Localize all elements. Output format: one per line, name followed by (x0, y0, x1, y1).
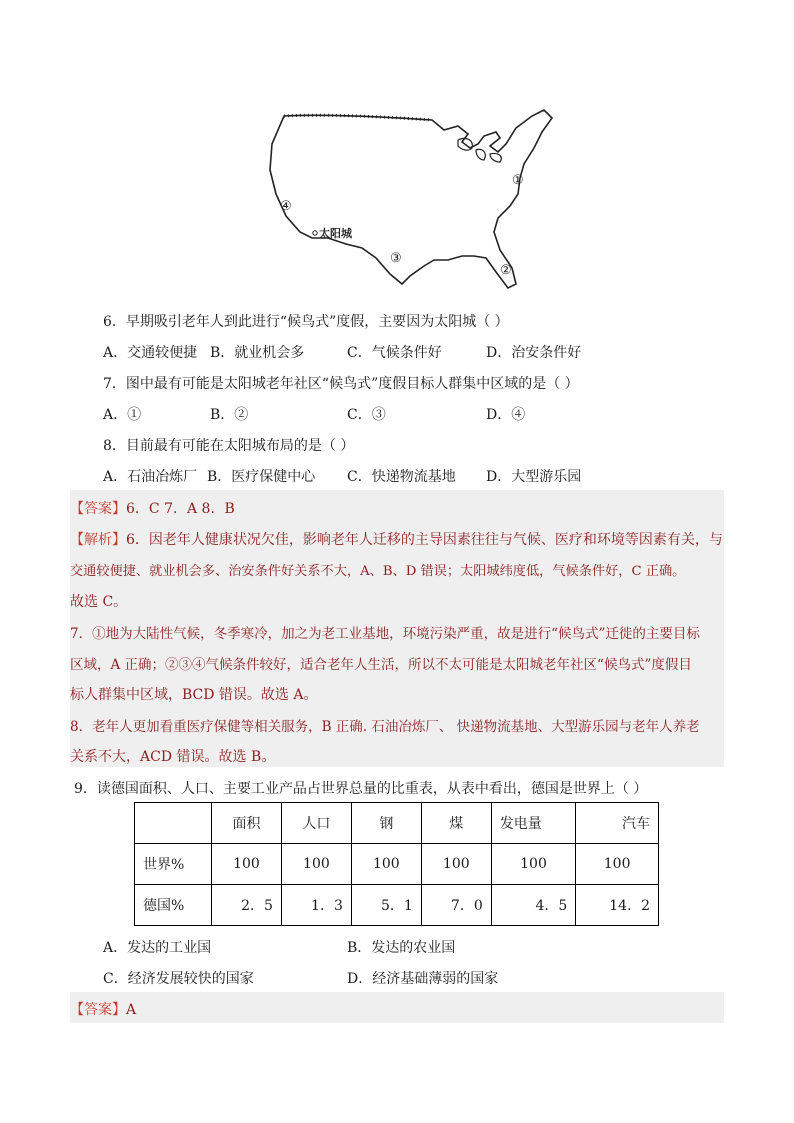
marker-2: ② (500, 263, 512, 278)
table-cell: 德国% (135, 885, 212, 926)
table-cell: 2．5 (212, 885, 282, 926)
usa-outline-map (262, 108, 562, 298)
table-header-row (135, 803, 659, 844)
table-cell: 100 (576, 844, 659, 885)
table-cell: 14．2 (576, 885, 659, 926)
answer-2 (70, 999, 724, 1019)
marker-3: ③ (390, 251, 402, 266)
table-cell: 100 (351, 844, 421, 885)
table-cell: 5．1 (351, 885, 421, 926)
q8-option-d: D．大型游乐园 (486, 469, 582, 485)
q6-option-b: B．就业机会多 (210, 345, 305, 361)
table-cell: 100 (491, 844, 576, 885)
q7-option-a: A．① (103, 407, 142, 423)
table-header-cell: 煤 (421, 803, 491, 844)
sun-city-label: 太阳城 (319, 227, 352, 240)
analysis-line-5: 区域，A 正确；②③④气候条件较好，适合老年人生活，所以不太可能是太阳城老年社区“候鸟式”度假目 (70, 657, 692, 673)
table-cell: 1．3 (281, 885, 351, 926)
table-header-cell: 面积 (212, 803, 282, 844)
q7-stem: 7．图中最有可能是太阳城老年社区“候鸟式”度假目标人群集中区域的是（ ） (103, 376, 579, 392)
q6-stem: 6．早期吸引老年人到此进行“候鸟式”度假，主要因为太阳城（ ） (103, 314, 509, 330)
analysis-line-1 (70, 529, 724, 549)
q8-option-c: C．快递物流基地 (347, 469, 456, 485)
table-cell: 4．5 (491, 885, 576, 926)
usa-map (262, 108, 562, 298)
analysis-line-6: 标人群集中区域，BCD 错误。故选 A。 (70, 687, 318, 703)
analysis-line-3: 故选 C。 (70, 594, 128, 610)
q9-stem: 9．读德国面积、人口、主要工业产品占世界总量的比重表，从表中看出，德国是世界上（ ） (74, 781, 648, 797)
analysis-tag: 【解析】 (70, 532, 126, 548)
analysis-line-2: 交通较便捷、就业机会多、治安条件好关系不大，A、B、D 错误；太阳城纬度低，气候条件好，C 正确。 (70, 564, 686, 579)
table-cell: 100 (212, 844, 282, 885)
analysis-text-1: 6．因老年人健康状况欠佳，影响老年人迁移的主导因素往往与气候、医疗和环境等因素有关，与 (126, 532, 723, 548)
table-cell: 100 (421, 844, 491, 885)
table-header-cell: 人口 (281, 803, 351, 844)
answer-2-tag: 【答案】 (70, 1002, 126, 1018)
table-cell: 7．0 (421, 885, 491, 926)
q6-option-c: C．气候条件好 (347, 345, 442, 361)
answer-2-text: A (126, 1002, 137, 1018)
q9-option-a: A．发达的工业国 (103, 940, 212, 956)
q8-stem: 8．目前最有可能在太阳城布局的是（ ） (103, 438, 355, 454)
q9-data-table (134, 802, 659, 926)
table-cell: 100 (281, 844, 351, 885)
sun-city-dot (313, 231, 317, 235)
table-header-cell: 发电量 (491, 803, 576, 844)
table-header-cell: 钢 (351, 803, 421, 844)
table-header-cell: 汽车 (576, 803, 659, 844)
q9-option-d: D．经济基础薄弱的国家 (347, 971, 499, 987)
q8-option-a: A．石油冶炼厂 (103, 469, 198, 485)
table-cell: 世界% (135, 844, 212, 885)
usa-outline (270, 110, 552, 288)
q9-option-c: C．经济发展较快的国家 (103, 971, 254, 987)
answer-1-text: 6．C 7．A 8．B (126, 501, 235, 517)
marker-4: ④ (280, 199, 292, 214)
analysis-line-8: 关系不大，ACD 错误。故选 B。 (70, 749, 276, 765)
answer-1 (70, 498, 724, 518)
q7-option-b: B．② (210, 407, 249, 423)
q6-option-a: A．交通较便捷 (103, 345, 198, 361)
analysis-line-7: 8．老年人更加看重医疗保健等相关服务，B 正确. 石油冶炼厂、 快递物流基地、大型游乐园与老年人养老 (70, 719, 700, 735)
q7-option-c: C．③ (347, 407, 386, 423)
q7-option-d: D．④ (486, 407, 526, 423)
answer-1-tag: 【答案】 (70, 501, 126, 517)
q6-option-d: D．治安条件好 (486, 345, 582, 361)
marker-1: ① (512, 173, 524, 188)
table-header-cell (135, 803, 212, 844)
table-row (135, 844, 659, 885)
q8-option-b: B．医疗保健中心 (207, 469, 316, 485)
analysis-line-4: 7．①地为大陆性气候，冬季寒冷，加之为老工业基地，环境污染严重，故是进行“候鸟式”迁徙的主要目标 (70, 626, 700, 642)
table-row (135, 885, 659, 926)
q9-option-b: B．发达的农业国 (347, 940, 456, 956)
